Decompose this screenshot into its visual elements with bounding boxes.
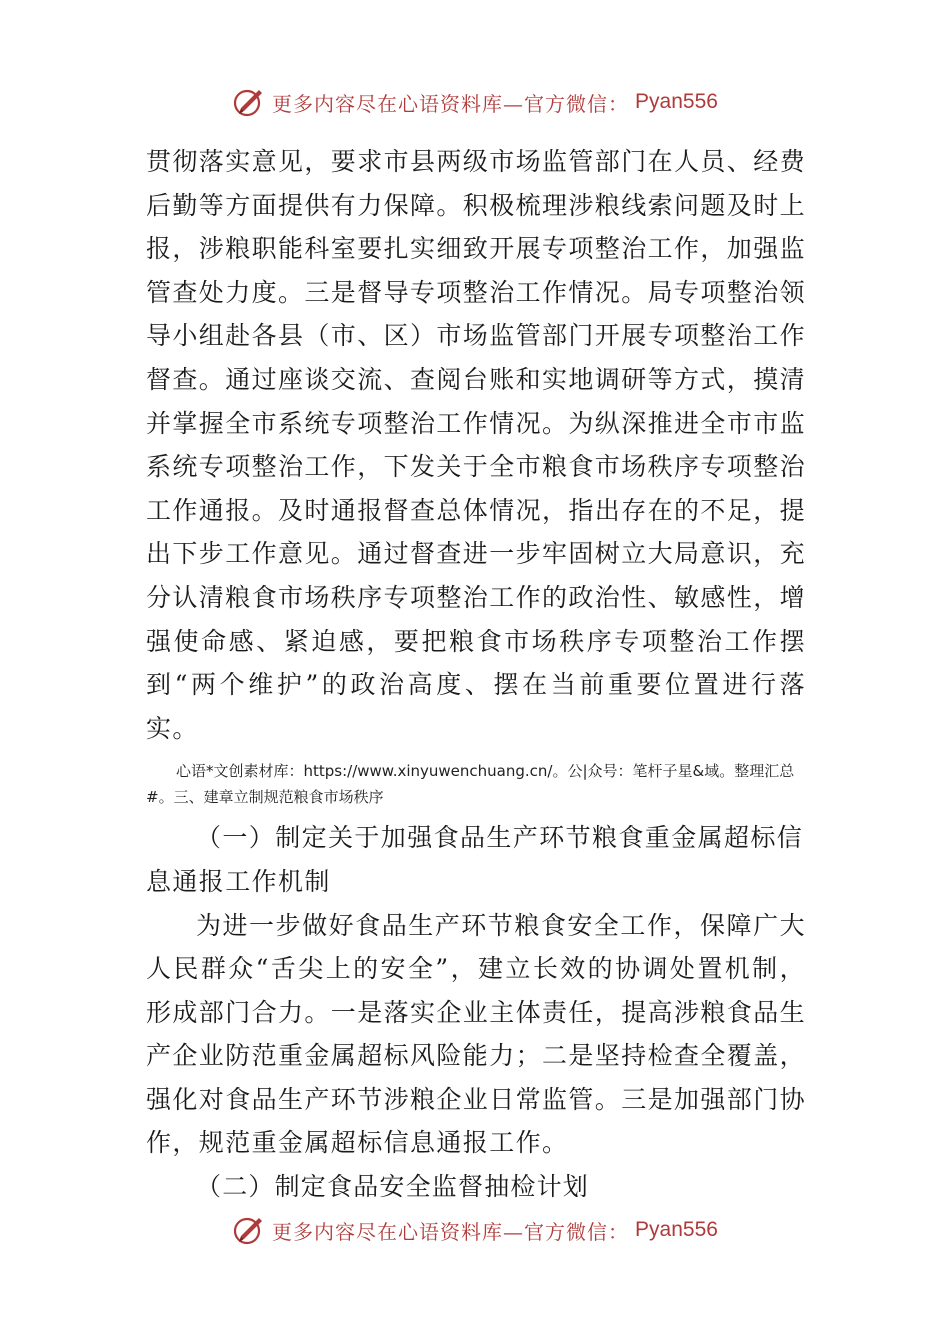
header-banner xyxy=(0,82,950,122)
pen-logo-icon xyxy=(232,85,266,119)
footer-banner-text: 更多内容尽在心语资料库—官方微信： xyxy=(272,1219,630,1244)
body-paragraph-1: 贯彻落实意见，要求市县两级市场监管部门在人员、经费后勤等方面提供有力保障。积极梳理涉粮线索问题及时上报，涉粮职能科室要扎实细致开展专项整治工作，加强监管查处力度。三是督导专项整治工作情况。局专项整治领导小组赴各县（市、区）市场监管部门开展专项整治工作督查。通过座谈交流、查阅台账和实地调研等方式，摸清并掌握全市系统专项整治工作情况。为纵深推进全市市监系统专项整治工作，下发关于全市粮食市场秩序专项整治工作通报。及时通报督查总体情况，指出存在的不足，提出下步工作意见。通过督查进一步牢固树立大局意识，充分认清粮食市场秩序专项整治工作的政治性、敏感性，增强使命感、紧迫感，要把粮食市场秩序专项整治工作摆到“两个维护”的政治高度、摆在当前重要位置进行落实。 xyxy=(146,147,807,743)
section-heading-1: （一）制定关于加强食品生产环节粮食重金属超标信息通报工作机制 xyxy=(146,823,804,896)
footer-wechat-id: Pyan556 xyxy=(635,1218,718,1241)
document-body xyxy=(146,140,806,1209)
footer-banner xyxy=(0,1210,950,1250)
header-wechat-id: Pyan556 xyxy=(635,90,718,113)
pen-logo-icon xyxy=(232,1213,266,1247)
header-banner-text: 更多内容尽在心语资料库—官方微信： xyxy=(272,91,630,116)
watermark-note: 心语*文创素材库：https://www.xinyuwenchuang.cn/。公|众号：笔杆子星&域。整理汇总#。三、建章立制规范粮食市场秩序 xyxy=(146,762,795,807)
section-heading-2: （二）制定食品安全监督抽检计划 xyxy=(196,1172,590,1202)
body-paragraph-2: 为进一步做好食品生产环节粮食安全工作，保障广大人民群众“舌尖上的安全”，建立长效的协调处置机制，形成部门合力。一是落实企业主体责任，提高涉粮食品生产企业防范重金属超标风险能力；二是坚持检查全覆盖，强化对食品生产环节涉粮企业日常监管。三是加强部门协作，规范重金属超标信息通报工作。 xyxy=(146,910,807,1158)
